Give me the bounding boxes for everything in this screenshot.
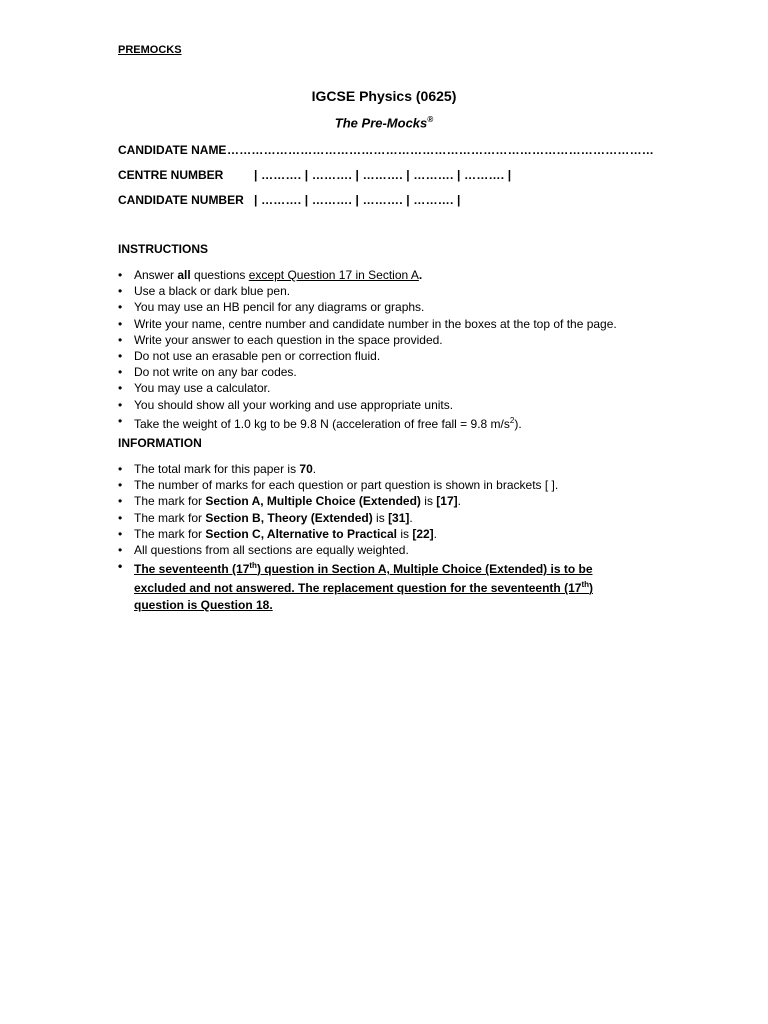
- list-item: • All questions from all sections are equally weighted.: [118, 542, 658, 558]
- paper-subtitle: [0, 115, 768, 130]
- list-item: • Use a black or dark blue pen.: [118, 283, 658, 299]
- list-item: • The total mark for this paper is 70.: [118, 461, 658, 477]
- list-item: • You should show all your working and use appropriate units.: [118, 397, 658, 413]
- paper-title: IGCSE Physics (0625): [311, 88, 457, 104]
- instructions-list: [118, 267, 658, 432]
- candidate-name-label: CANDIDATE NAME: [118, 143, 227, 157]
- list-item: • Take the weight of 1.0 kg to be 9.8 N (acceleration of free fall = 9.8 $m/s^2$).: [118, 413, 658, 432]
- list-item: • Answer all questions except Question 17 in Section A.: [118, 267, 658, 283]
- list-item: • Do not use an erasable pen or correction fluid.: [118, 348, 658, 364]
- list-item: • The mark for Section A, Multiple Choice (Extended) is [17].: [118, 493, 658, 509]
- replacement-question-note: • The seventeenth (17th) question in Section A, Multiple Choice (Extended) is to be excluded and not answered. The replacement question for the seventeenth (17th) question is Question 18.: [118, 558, 644, 613]
- list-item: • The number of marks for each question or part question is shown in brackets [ ].: [118, 477, 658, 493]
- list-item: • Write your name, centre number and candidate number in the boxes at the top of the page.: [118, 316, 658, 332]
- list-item: • Do not write on any bar codes.: [118, 364, 658, 380]
- list-item: • The mark for Section B, Theory (Extended) is [31].: [118, 510, 658, 526]
- candidate-number-field[interactable]: | ………. | ………. | ………. | ………. |: [254, 193, 461, 207]
- list-item: • Write your answer to each question in the space provided.: [118, 332, 658, 348]
- instructions-heading: INSTRUCTIONS: [118, 242, 208, 256]
- list-item: • The mark for Section C, Alternative to Practical is [22].: [118, 526, 658, 542]
- candidate-number-label: CANDIDATE NUMBER: [118, 193, 244, 207]
- information-list: [118, 461, 658, 613]
- subtitle-text: The Pre-Mocks: [334, 115, 428, 131]
- centre-number-field[interactable]: | ………. | ………. | ………. | ………. | ………. |: [254, 168, 512, 182]
- list-item: • You may use a calculator.: [118, 380, 658, 396]
- header-label: PREMOCKS: [118, 44, 182, 56]
- centre-number-label: CENTRE NUMBER: [118, 168, 224, 182]
- information-heading: INFORMATION: [118, 436, 202, 450]
- registered-mark: ®: [427, 115, 434, 124]
- candidate-name-field[interactable]: ……………………………………………………………………………………………: [227, 143, 654, 157]
- list-item: • You may use an HB pencil for any diagrams or graphs.: [118, 299, 658, 315]
